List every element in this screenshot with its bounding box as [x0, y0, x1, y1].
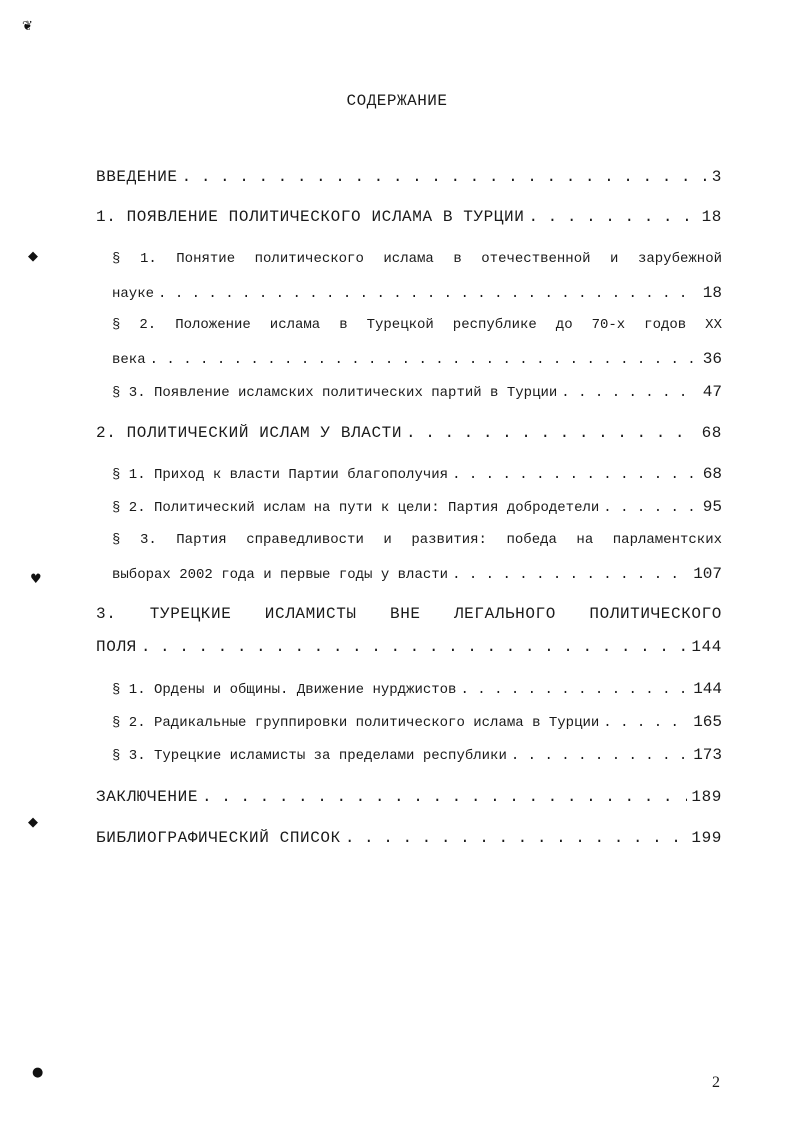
toc-entry-2-3[interactable]	[112, 565, 722, 583]
toc-label: § 2. Радикальные группировки политического ислама в Турции	[112, 715, 600, 731]
scan-mark-icon: ◆	[28, 815, 38, 830]
toc-page: 165	[693, 713, 722, 731]
dot-leader	[182, 168, 708, 186]
toc-page: 68	[702, 465, 722, 483]
toc-entry-1-2[interactable]	[112, 350, 722, 368]
toc-label: § 1. Приход к власти Партии благополучия	[112, 467, 449, 483]
toc-entry-2-2[interactable]	[112, 498, 722, 516]
dot-leader	[603, 715, 689, 731]
toc-label: века	[112, 352, 146, 368]
toc-entry-1-1[interactable]	[112, 284, 722, 302]
dot-leader	[452, 567, 689, 583]
toc-entry-1-3[interactable]	[112, 383, 722, 401]
toc-page: 107	[693, 565, 722, 583]
toc-label: ПОЛЯ	[96, 638, 137, 656]
toc-entry-3-2[interactable]	[112, 713, 722, 731]
toc-label: § 1. Ордены и общины. Движение нурджистов	[112, 682, 457, 698]
toc-label: 1. ПОЯВЛЕНИЕ ПОЛИТИЧЕСКОГО ИСЛАМА В ТУРЦИИ	[96, 208, 525, 226]
dot-leader	[511, 748, 689, 764]
toc-page: 3	[711, 168, 722, 186]
toc-page: 36	[702, 350, 722, 368]
toc-page: 47	[702, 383, 722, 401]
toc-label: § 3. Появление исламских политических партий в Турции	[112, 385, 558, 401]
scan-mark-icon: ❦	[22, 19, 33, 34]
dot-leader	[150, 352, 699, 368]
toc-page: 144	[693, 680, 722, 698]
toc-entry-chapter-3[interactable]	[96, 638, 722, 656]
dot-leader	[528, 208, 697, 226]
toc-label: БИБЛИОГРАФИЧЕСКИЙ СПИСОК	[96, 829, 341, 847]
toc-page: 173	[693, 746, 722, 764]
dot-leader	[561, 385, 699, 401]
dot-leader	[460, 682, 689, 698]
toc-entry-bibliography[interactable]	[96, 829, 722, 847]
page-number: 2	[712, 1074, 720, 1091]
toc-page: 68	[701, 424, 722, 442]
scan-mark-icon: ♥	[30, 572, 42, 587]
toc-entry-3-1[interactable]	[112, 680, 722, 698]
dot-leader	[406, 424, 698, 442]
toc-entry-conclusion[interactable]	[96, 788, 722, 806]
dot-leader	[158, 286, 699, 302]
toc-label: § 2. Политический ислам на пути к цели: Партия добродетели	[112, 500, 600, 516]
toc-page: 199	[691, 829, 722, 847]
dot-leader	[603, 500, 699, 516]
toc-label: ЗАКЛЮЧЕНИЕ	[96, 788, 199, 806]
toc-entry-intro[interactable]	[96, 168, 722, 186]
toc-entry-2-3-line1[interactable]: § 3. Партия справедливости и развития: победа на парламентских	[112, 532, 722, 548]
toc-entry-chapter-3-line1[interactable]: 3. ТУРЕЦКИЕ ИСЛАМИСТЫ ВНЕ ЛЕГАЛЬНОГО ПОЛИТИЧЕСКОГО	[96, 605, 722, 623]
dot-leader	[202, 788, 687, 806]
toc-page: 144	[691, 638, 722, 656]
toc-label: науке	[112, 286, 155, 302]
toc-label: ВВЕДЕНИЕ	[96, 168, 178, 186]
toc-label: выборах 2002 года и первые годы у власти	[112, 567, 449, 583]
dot-leader	[345, 829, 688, 847]
toc-label: § 3. Турецкие исламисты за пределами республики	[112, 748, 507, 764]
toc-entry-chapter-2[interactable]	[96, 424, 722, 442]
toc-entry-1-1-line1[interactable]: § 1. Понятие политического ислама в отечественной и зарубежной	[112, 251, 722, 267]
dot-leader	[141, 638, 688, 656]
scan-mark-icon: ●	[32, 1065, 44, 1080]
toc-entry-1-2-line1[interactable]: § 2. Положение ислама в Турецкой республике до 70-х годов XX	[112, 317, 722, 333]
toc-page: 95	[702, 498, 722, 516]
toc-page: 18	[701, 208, 722, 226]
toc-entry-2-1[interactable]	[112, 465, 722, 483]
toc-label: 2. ПОЛИТИЧЕСКИЙ ИСЛАМ У ВЛАСТИ	[96, 424, 403, 442]
toc-entry-chapter-1[interactable]	[96, 208, 722, 226]
page-title: СОДЕРЖАНИЕ	[346, 92, 448, 110]
toc-entry-3-3[interactable]	[112, 746, 722, 764]
toc-page: 18	[702, 284, 722, 302]
toc-page: 189	[691, 788, 722, 806]
scan-mark-icon: ◆	[28, 249, 38, 264]
dot-leader	[452, 467, 699, 483]
